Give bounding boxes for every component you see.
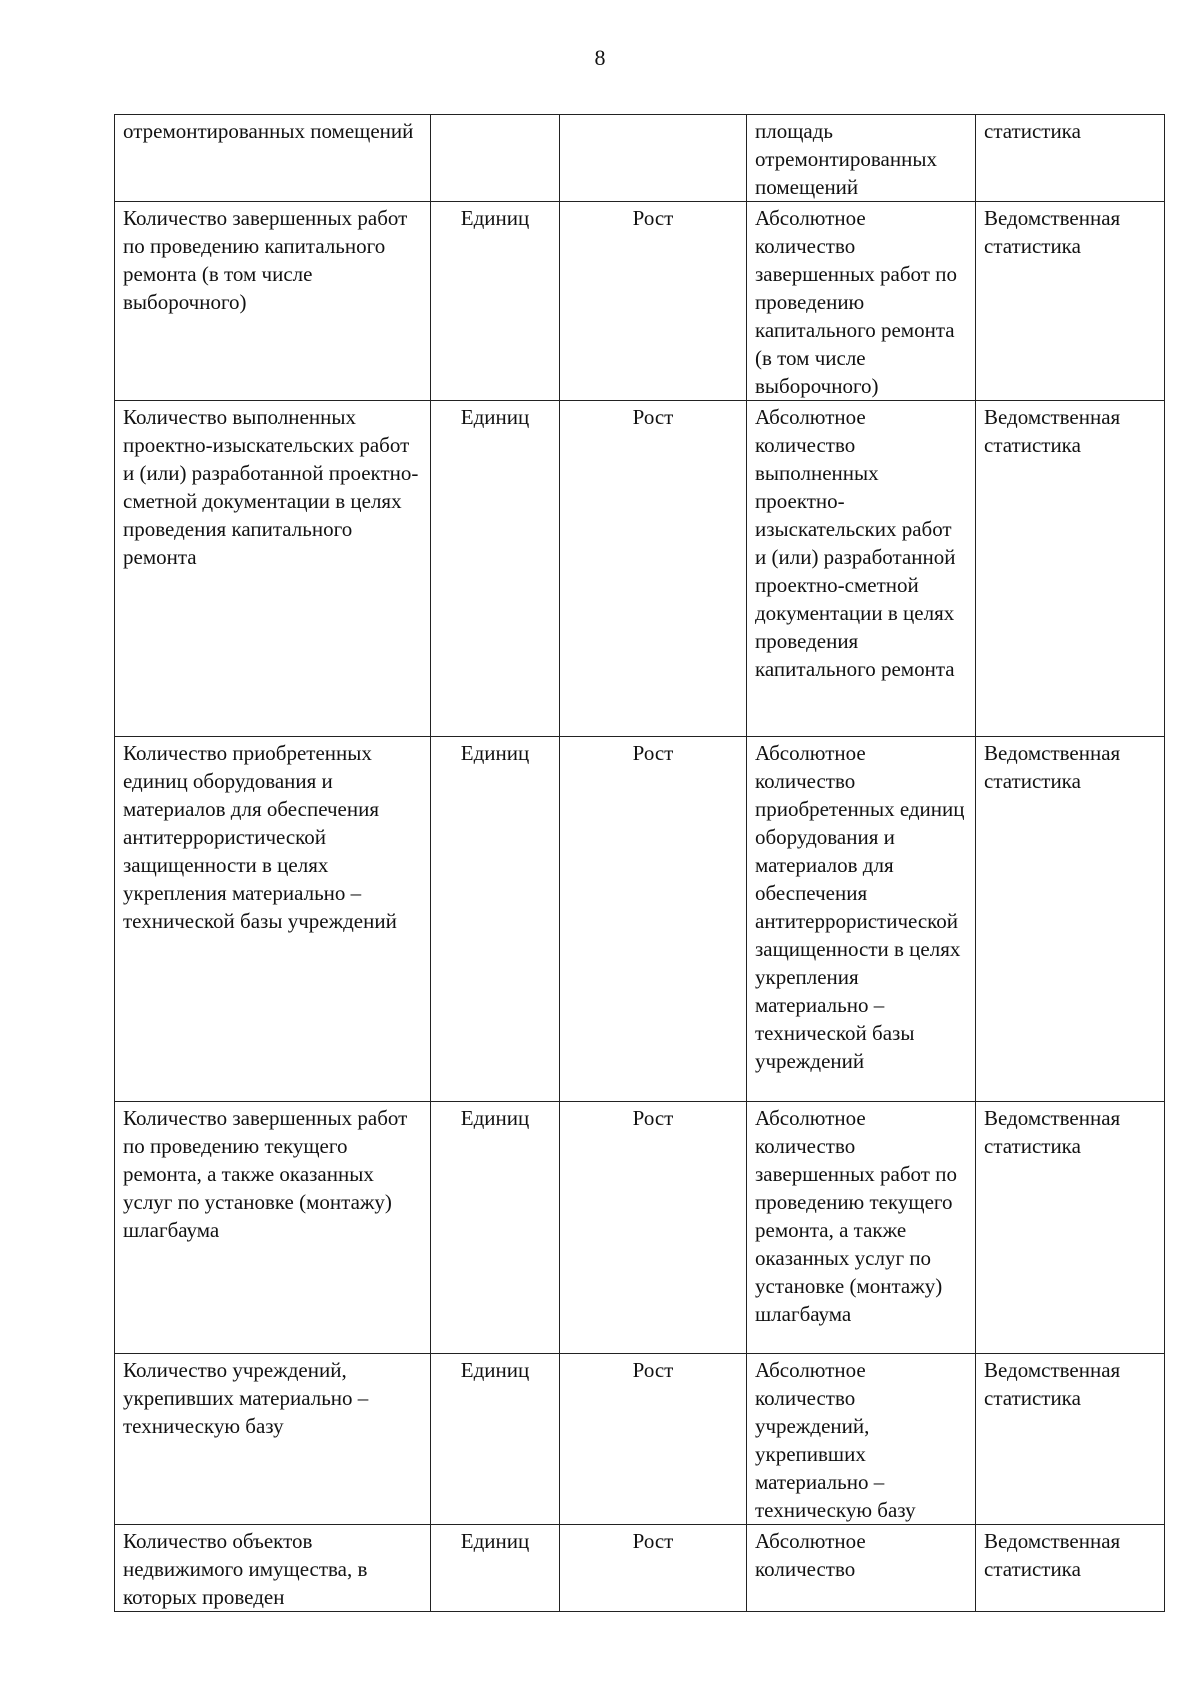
indicators-table xyxy=(114,114,1165,1612)
indicator-cell: Количество учреждений, укрепивших материально – техническую базу xyxy=(115,1354,431,1525)
table-row xyxy=(115,1102,1165,1354)
unit-cell: Единиц xyxy=(431,202,560,401)
source-cell: Ведомственная статистика xyxy=(976,401,1165,737)
trend-cell: Рост xyxy=(560,1525,747,1612)
table-row xyxy=(115,115,1165,202)
table-row xyxy=(115,1525,1165,1612)
trend-cell xyxy=(560,115,747,202)
description-cell: площадь отремонтированных помещений xyxy=(747,115,976,202)
source-cell: Ведомственная статистика xyxy=(976,737,1165,1102)
indicator-cell: Количество приобретенных единиц оборудования и материалов для обеспечения антитеррористической защищенности в целях укрепления материально – технической базы учреждений xyxy=(115,737,431,1102)
unit-cell: Единиц xyxy=(431,1525,560,1612)
trend-cell: Рост xyxy=(560,1354,747,1525)
source-cell: Ведомственная статистика xyxy=(976,202,1165,401)
source-cell: статистика xyxy=(976,115,1165,202)
page-number: 8 xyxy=(594,45,606,70)
description-cell: Абсолютное количество выполненных проектно-изыскательских работ и (или) разработанной проектно-сметной документации в целях проведения капитального ремонта xyxy=(747,401,976,737)
description-cell: Абсолютное количество xyxy=(747,1525,976,1612)
source-cell: Ведомственная статистика xyxy=(976,1102,1165,1354)
indicator-cell: Количество завершенных работ по проведению капитального ремонта (в том числе выборочного) xyxy=(115,202,431,401)
unit-cell: Единиц xyxy=(431,1354,560,1525)
trend-cell: Рост xyxy=(560,1102,747,1354)
indicator-cell: Количество завершенных работ по проведению текущего ремонта, а также оказанных услуг по установке (монтажу) шлагбаума xyxy=(115,1102,431,1354)
unit-cell: Единиц xyxy=(431,737,560,1102)
trend-cell: Рост xyxy=(560,401,747,737)
trend-cell: Рост xyxy=(560,737,747,1102)
source-cell: Ведомственная статистика xyxy=(976,1525,1165,1612)
table-row xyxy=(115,401,1165,737)
source-cell: Ведомственная статистика xyxy=(976,1354,1165,1525)
indicator-cell: отремонтированных помещений xyxy=(115,115,431,202)
description-cell: Абсолютное количество приобретенных единиц оборудования и материалов для обеспечения антитеррористической защищенности в целях укрепления материально – технической базы учреждений xyxy=(747,737,976,1102)
table-row xyxy=(115,202,1165,401)
indicator-cell: Количество выполненных проектно-изыскательских работ и (или) разработанной проектно-сметной документации в целях проведения капитального ремонта xyxy=(115,401,431,737)
table-row xyxy=(115,737,1165,1102)
description-cell: Абсолютное количество завершенных работ по проведению капитального ремонта (в том числе выборочного) xyxy=(747,202,976,401)
indicator-cell: Количество объектов недвижимого имущества, в которых проведен xyxy=(115,1525,431,1612)
table-row xyxy=(115,1354,1165,1525)
unit-cell: Единиц xyxy=(431,401,560,737)
unit-cell: Единиц xyxy=(431,1102,560,1354)
unit-cell xyxy=(431,115,560,202)
description-cell: Абсолютное количество учреждений, укрепивших материально – техническую базу xyxy=(747,1354,976,1525)
description-cell: Абсолютное количество завершенных работ по проведению текущего ремонта, а также оказанных услуг по установке (монтажу) шлагбаума xyxy=(747,1102,976,1354)
trend-cell: Рост xyxy=(560,202,747,401)
